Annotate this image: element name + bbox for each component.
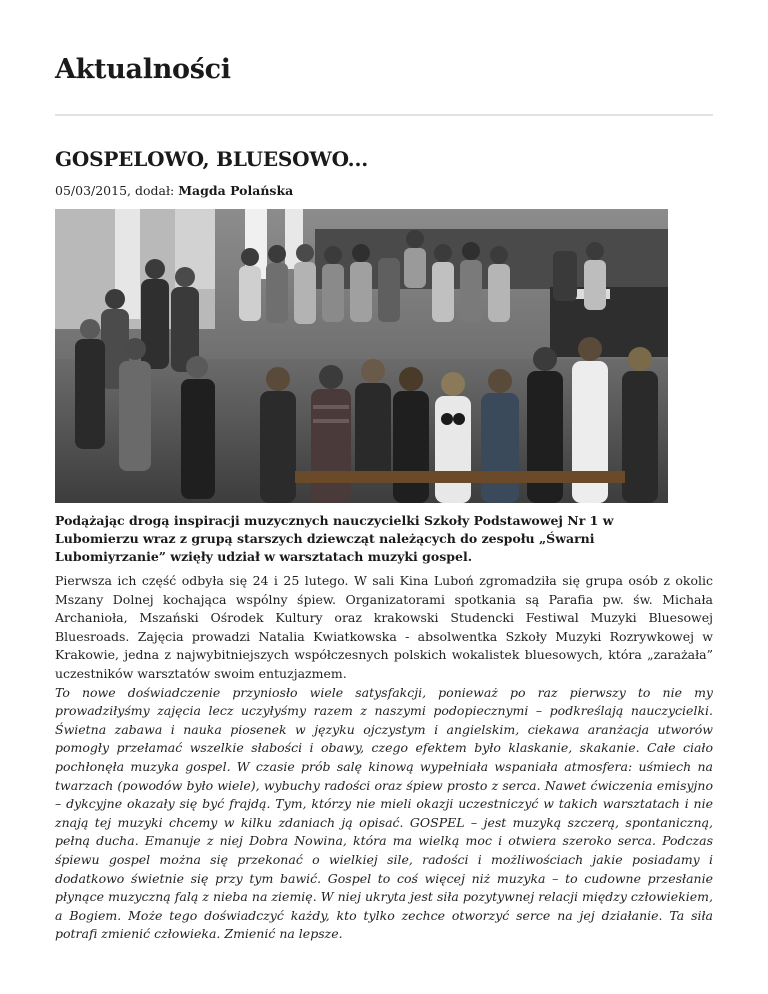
post-meta	[55, 183, 293, 198]
post-date: 05/03/2015	[55, 183, 128, 198]
photo-group-singers-icon	[55, 209, 668, 503]
post-photo[interactable]	[55, 209, 668, 503]
header-divider	[55, 114, 713, 116]
post-title[interactable]: GOSPELOWO, BLUESOWO...	[55, 147, 368, 171]
added-by-label: , dodał:	[127, 183, 179, 198]
page-title: Aktualności	[55, 54, 231, 85]
post-body	[55, 572, 713, 944]
post-author[interactable]: Magda Polańska	[178, 183, 294, 198]
photo-caption: Podążając drogą inspiracji muzycznych nauczycielki Szkoły Podstawowej Nr 1 w Lubomierzu wraz z grupą starszych dziewcząt należących do zespołu „Śwarni Lubomiyrzanie” wzięły udział w warsztatach muzyki gospel.	[55, 513, 614, 564]
paragraph: To nowe doświadczenie przyniosło wiele satysfakcji, ponieważ po raz pierwszy to nie my prowadziłyśmy zajęcia lecz uczyłyśmy razem z naszymi podopiecznymi – podkreślają nauczycielki. Świetna zabawa i nauka piosenek w języku ojczystym i angielskim, ciekawa aranżacja utworów pomogły przełamać wszelkie słabości i obawy, czego efektem było klaskanie, skakanie. Całe ciało pochłonęła muzyka gospel. W czasie prób salę kinową wypełniała wspaniała atmosfera: uśmiech na twarzach (powodów było wiele), wybuchy radości oraz śpiew prosto z serca. Nawet ćwiczenia emisyjno – dykcyjne okazały się być frajdą. Tym, którzy nie mieli okazji uczestniczyć w takich warsztatach i nie znają tej muzyki chcemy w kilku zdaniach ją opisać. GOSPEL – jest muzyką szczerą, spontaniczną, pełną ducha. Emanuje z niej Dobra Nowina, która ma wielką moc i otwiera szeroko serca. Podczas śpiewu gospel można się przekonać o wielkiej sile, radości i możliwościach jakie posiadamy i dodatkowo świetnie się przy tym bawić. Gospel to coś więcej niż muzyka – to cudowne przesłanie płynące muzyczną falą z nieba na ziemię. W niej ukryta jest siła pozytywnej relacji między człowiekiem, a Bogiem. Może tego doświadczyć każdy, kto tylko zechce otworzyć serce na jej działanie. Ta siła potrafi zmienić człowieka. Zmienić na lepsze.	[55, 684, 713, 942]
paragraph: Pierwsza ich część odbyła się 24 i 25 lutego. W sali Kina Luboń zgromadziła się grupa osób z okolic Mszany Dolnej kochająca wspólny śpiew. Organizatorami spotkania są Parafia pw. św. Michała Archanioła, Mszański Ośrodek Kultury oraz krakowski Studencki Festiwal Muzyki Bluesowej Bluesroads. Zajęcia prowadzi Natalia Kwiatkowska - absolwentka Szkoły Muzyki Rozrywkowej w Krakowie, jedna z najwybitniejszych współczesnych polskich wokalistek bluesowych, która „zarażała” uczestników warsztatów swoim entuzjazmem.	[55, 573, 713, 681]
